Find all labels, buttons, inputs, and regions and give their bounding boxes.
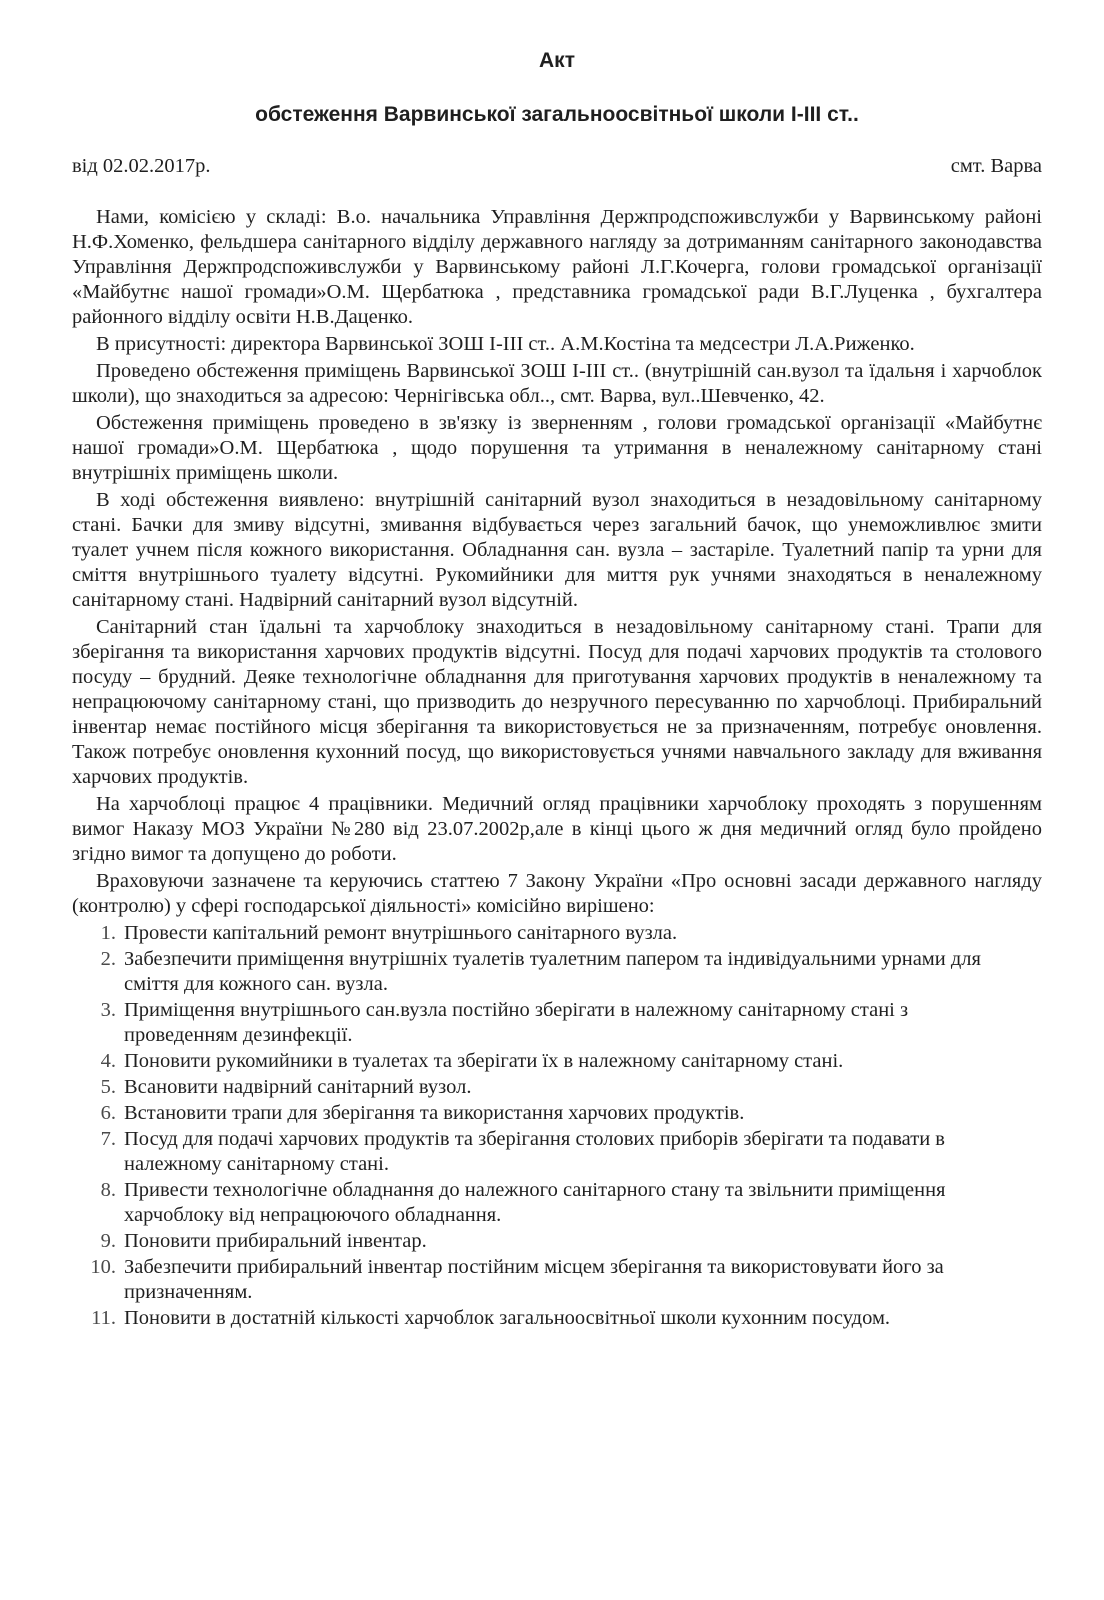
list-item xyxy=(72,1127,1042,1177)
paragraph-findings-toilet: В ході обстеження виявлено: внутрішній санітарний вузол знаходиться в незадовільному санітарному стані. Бачки для змиву відсутні, змивання відбувається через загальний бачок, що унеможливлює змити туалет учнем після кожного використання. Обладнання сан. вузла – застаріле. Туалетний папір та урни для сміття внутрішнього туалету відсутні. Рукомийники для миття рук учнями знаходяться в неналежному санітарному стані. Надвірний санітарний вузол відсутній. xyxy=(72,489,1042,611)
list-item-text: Посуд для подачі харчових продуктів та зберігання столових приборів зберігати та подавати в належному санітарному стані. xyxy=(124,1128,945,1175)
list-item-text: Приміщення внутрішнього сан.вузла постійно зберігати в належному санітарному стані з проведенням дезинфекції. xyxy=(124,999,909,1046)
list-item xyxy=(72,1178,1042,1228)
list-item-number: 1. xyxy=(100,922,116,944)
document-body xyxy=(72,205,1042,1331)
list-item-number: 8. xyxy=(100,1179,116,1201)
list-item-text: Привести технологічне обладнання до належного санітарного стану та звільнити приміщення харчоблоку від непрацюючого обладнання. xyxy=(124,1179,946,1226)
paragraph-decision-intro: Враховуючи зазначене та керуючись статтею 7 Закону України «Про основні засади державного нагляду (контролю) у сфері господарської діяльності» комісійно вирішено: xyxy=(72,870,1042,917)
list-item-text: Забезпечити прибиральний інвентар постійним місцем зберігання та використовувати його за призначенням. xyxy=(124,1256,944,1303)
paragraph-inspection: Проведено обстеження приміщень Варвинської ЗОШ І-ІІІ ст.. (внутрішній сан.вузол та їдальня і харчоблок школи), що знаходиться за адресою: Чернігівська обл.., смт. Варва, вул..Шевченко, 42. xyxy=(72,360,1042,407)
list-item-number: 4. xyxy=(100,1050,116,1072)
list-item xyxy=(72,921,1042,946)
list-item-text: Поновити рукомийники в туалетах та зберігати їх в належному санітарному стані. xyxy=(124,1050,844,1072)
paragraph-reason: Обстеження приміщень проведено в зв'язку із зверненням , голови громадської організації «Майбутнє нашої громади»О.М. Щербатюка , щодо порушення та утримання в неналежному санітарному стані внутрішніх приміщень школи. xyxy=(72,412,1042,484)
paragraph-commission: Нами, комісією у складі: В.о. начальника Управління Держпродспоживслужби у Варвинському районі Н.Ф.Хоменко, фельдшера санітарного відділу державного нагляду за дотриманням санітарного законодавства Управління Держпродспоживслужби у Варвинському районі Л.Г.Кочерга, голови громадської організації «Майбутнє нашої громади»О.М. Щербатюка , представника громадської ради В.Г.Луценка , бухгалтера районного відділу освіти Н.В.Даценко. xyxy=(72,206,1042,328)
list-item-number: 6. xyxy=(100,1102,116,1124)
list-item xyxy=(72,1229,1042,1254)
list-item-number: 10. xyxy=(90,1256,116,1278)
list-item-text: Встановити трапи для зберігання та використання харчових продуктів. xyxy=(124,1102,745,1124)
date-place-row xyxy=(72,154,1042,179)
list-item xyxy=(72,1306,1042,1331)
list-item-number: 2. xyxy=(100,948,116,970)
list-item-number: 11. xyxy=(91,1307,116,1329)
list-item xyxy=(72,1075,1042,1100)
list-item-text: Поновити прибиральний інвентар. xyxy=(124,1230,427,1252)
decision-list xyxy=(72,921,1042,1331)
list-item-number: 7. xyxy=(100,1128,116,1150)
list-item-text: Провести капітальний ремонт внутрішнього санітарного вузла. xyxy=(124,922,678,944)
list-item xyxy=(72,947,1042,997)
list-item-text: Забезпечити приміщення внутрішніх туалетів туалетним папером та індивідуальними урнами для сміття для кожного сан. вузла. xyxy=(124,948,981,995)
document-date: від 02.02.2017р. xyxy=(72,155,211,177)
list-item-text: Всановити надвірний санітарний вузол. xyxy=(124,1076,472,1098)
list-item xyxy=(72,1049,1042,1074)
list-item xyxy=(72,998,1042,1048)
document-subtitle: обстеження Варвинської загальноосвітньої школи І-ІІІ ст.. xyxy=(255,103,859,126)
paragraph-presence: В присутності: директора Варвинської ЗОШ І-ІІІ ст.. А.М.Костіна та медсестри Л.А.Риженко. xyxy=(96,333,915,355)
document-place: смт. Варва xyxy=(950,155,1042,177)
list-item-text: Поновити в достатній кількості харчоблок загальноосвітньої школи кухонним посудом. xyxy=(124,1307,891,1329)
document-title: Акт xyxy=(539,49,575,72)
paragraph-findings-canteen: Санітарний стан їдальні та харчоблоку знаходиться в незадовільному санітарному стані. Трапи для зберігання та використання харчових продуктів відсутні. Посуд для подачі харчових продуктів та столового посуду – брудний. Деяке технологічне обладнання для приготування харчових продуктів в неналежному та непрацюючому санітарному стані, що призводить до незручного пересуванню по харчоблоці. Прибиральний інвентар немає постійного місця зберігання та використовується не за призначенням, потребує оновлення. Також потребує оновлення кухонний посуд, що використовується учнями навчального закладу для вживання харчових продуктів. xyxy=(72,616,1042,788)
list-item-number: 5. xyxy=(100,1076,116,1098)
paragraph-staff: На харчоблоці працює 4 працівники. Медичний огляд працівники харчоблоку проходять з порушенням вимог Наказу МОЗ України №280 від 23.07.2002р,але в кінці цього ж дня медичний огляд було пройдено згідно вимог та допущено до роботи. xyxy=(72,793,1042,865)
list-item xyxy=(72,1255,1042,1305)
list-item-number: 3. xyxy=(100,999,116,1021)
list-item xyxy=(72,1101,1042,1126)
list-item-number: 9. xyxy=(100,1230,116,1252)
